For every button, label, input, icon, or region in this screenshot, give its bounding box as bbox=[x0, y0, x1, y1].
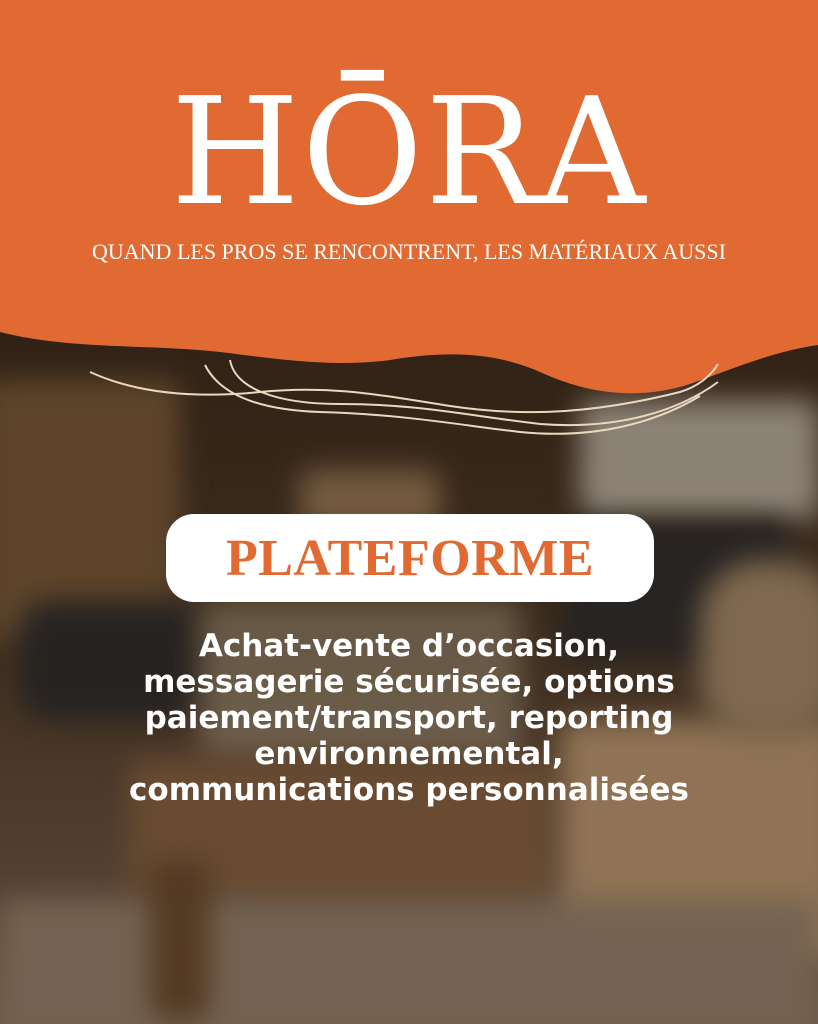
description-line: environnemental, bbox=[254, 736, 564, 772]
description-line: messagerie sécurisée, options bbox=[143, 664, 675, 700]
plateforme-badge bbox=[166, 514, 654, 602]
description-line: communications personnalisées bbox=[129, 772, 689, 808]
brand-tagline: QUAND LES PROS SE RENCONTRENT, LES MATÉRIAUX AUSSI bbox=[92, 239, 726, 264]
badge-label: PLATEFORME bbox=[225, 529, 595, 587]
brand-logo: HŌRA bbox=[170, 66, 648, 238]
feature-description bbox=[60, 628, 758, 808]
description-line: Achat-vente d’occasion, bbox=[198, 628, 620, 664]
description-line: paiement/transport, reporting bbox=[144, 700, 674, 736]
